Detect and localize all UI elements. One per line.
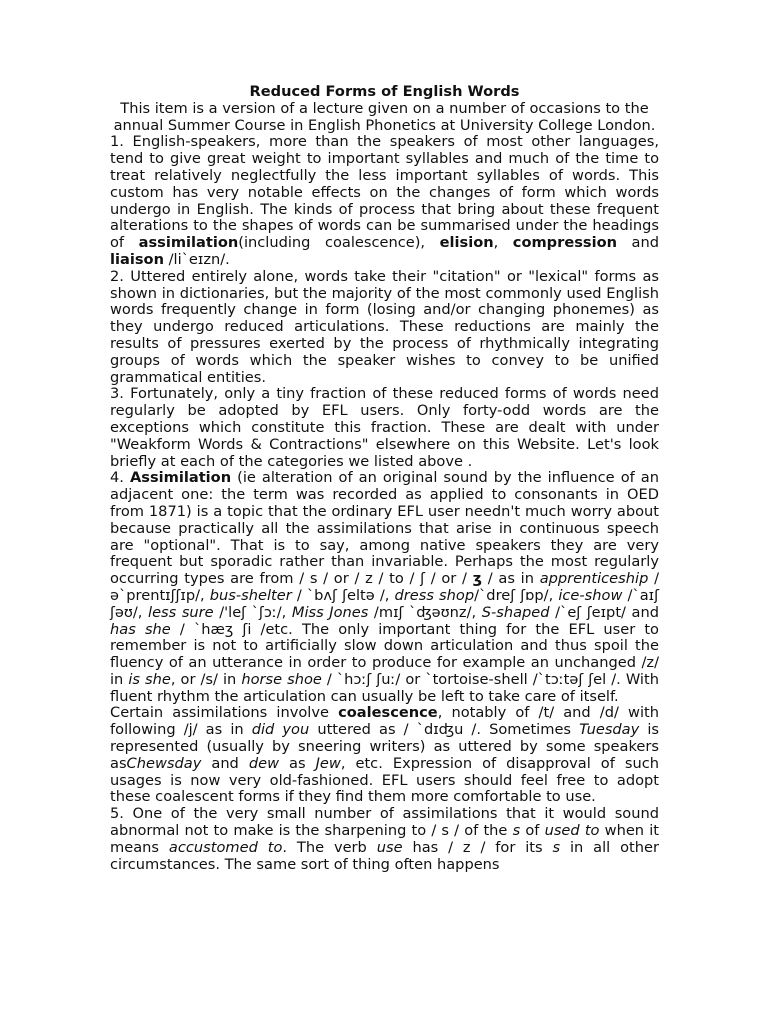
document-body xyxy=(110,84,659,873)
text-run: , notably of /t/ and /d/ with following /j/ as in xyxy=(110,704,659,739)
text-run: / `hæʒ ʃi /etc. The only important thing for the EFL user to remember is not to artificially slow down articulation and thus spoil the fluency of an utterance in order to produce for example an unchanged /z/ in xyxy=(110,620,659,688)
text-run: 1. English-speakers, more than the speakers of most other languages, tend to give great weight to important syllables and much of the time to treat relatively neglectfully the less important syllables of words. This custom has very notable effects on the changes of form which words undergo in English. The kinds of process that bring about these frequent alterations to the shapes of words can be summarised under the headings of xyxy=(110,133,659,252)
text-run: , etc. Expression of disapproval of such usages is now very old-fashioned. EFL users should feel free to adopt these coalescent forms if they find them more comfortable to use. xyxy=(110,754,660,806)
text-run: /`eʃ ʃeɪpt/ and xyxy=(549,603,659,621)
example-word: dress shop xyxy=(394,586,475,604)
example-letter: s xyxy=(512,822,521,840)
text-run: / `bʌʃ ʃeltə /, xyxy=(291,586,395,604)
term-elision: elision xyxy=(439,234,494,252)
example-word: ice-show xyxy=(558,586,623,604)
example-word: bus-shelter xyxy=(209,586,292,604)
text-run: and xyxy=(617,234,659,252)
example-word: S-shaped xyxy=(481,603,550,621)
text-run: (ie alteration of an original sound by the influence of an adjacent one: the term was recorded as applied to consonants in OED from 1871) is a topic that the ordinary EFL user needn't much worry about because practically all the assimilations that arise in continuous speech are "optional". That is to say, among native speakers they are very frequent but sporadic rather than invariable. Perhaps the most regularly occurring types are from / s / or / z / to / ʃ / or / xyxy=(110,469,659,588)
term-assimilation: Assimilation xyxy=(129,469,232,487)
example-word: Jew xyxy=(315,754,341,772)
intro-paragraph: This item is a version of a lecture given on a number of occasions to the annual Summer Course in English Phonetics at University College London. xyxy=(113,99,656,134)
text-run: , xyxy=(493,234,513,252)
paragraph-1 xyxy=(110,134,659,268)
paragraph-3: 3. Fortunately, only a tiny fraction of these reduced forms of words need regularly be adopted by EFL users. Only forty-odd words are the exceptions which constitute this fraction. These are dealt with under "Weakform Words & Contractions" elsewhere on this Website. Let's look briefly at each of the categories we listed above . xyxy=(110,385,659,470)
example-letter: s xyxy=(552,838,561,856)
text-run: as xyxy=(279,754,316,772)
text-run: of xyxy=(520,822,545,840)
example-word: horse shoe xyxy=(241,670,322,688)
text-run: , or /s/ in xyxy=(170,670,242,688)
example-word: Chewsday xyxy=(126,754,202,772)
document-title: Reduced Forms of English Words xyxy=(249,83,520,100)
example-word: Tuesday xyxy=(579,721,640,739)
example-word: used to xyxy=(544,822,600,840)
text-run: in all other circumstances. The same sort of thing often happens xyxy=(110,838,660,873)
paragraph-2: 2. Uttered entirely alone, words take their "citation" or "lexical" forms as shown in dictionaries, but the majority of the most commonly used English words frequently change in form (losing and/or changing phonemes) as they undergo reduced articulations. These reductions are mainly the results of pressures exerted by the process of rhythmically integrating groups of words which the speaker wishes to convey to be unified grammatical entities. xyxy=(110,267,659,386)
text-run: and xyxy=(201,754,249,772)
text-run: uttered as / `dɪʤu /. Sometimes xyxy=(309,721,580,739)
text-run: /ə`prentɪʃʃɪp/, xyxy=(110,570,659,604)
example-word: accustomed to xyxy=(168,838,283,856)
text-run: /'leʃ `ʃɔː/, xyxy=(213,603,292,621)
text-run: / `hɔːʃ ʃuː/ or `tortoise-shell /`tɔːtəʃ ʃel /. With fluent rhythm the articulation can usually be left to take care of itself. xyxy=(110,670,659,705)
text-run: 4. xyxy=(110,469,130,487)
text-run: / as in xyxy=(482,570,540,588)
example-word: apprenticeship xyxy=(539,570,649,588)
example-word: has she xyxy=(110,620,171,638)
text-run: /`dreʃ ʃɒp/, xyxy=(474,586,559,604)
example-word: less sure xyxy=(148,603,214,621)
text-run: 5. One of the very small number of assimilations that it would sound abnormal not to make is the sharpening to / s / of the xyxy=(110,805,659,840)
text-run: Certain assimilations involve xyxy=(110,704,339,722)
example-word: Miss Jones xyxy=(291,603,369,621)
term-coalescence: coalescence xyxy=(338,704,438,722)
term-compression: compression xyxy=(512,234,618,252)
text-run: . The verb xyxy=(282,838,377,856)
term-liaison: liaison xyxy=(110,250,164,268)
example-word: dew xyxy=(248,754,280,772)
example-word: use xyxy=(376,838,403,856)
example-word: did you xyxy=(251,721,310,739)
paragraph-5 xyxy=(110,806,659,873)
text-run: (including coalescence), xyxy=(238,234,440,252)
text-run: /mɪʃ `ʤəʊnz/, xyxy=(368,603,482,621)
text-run: has / z / for its xyxy=(402,838,553,856)
term-assimilation: assimilation xyxy=(138,234,239,252)
example-word: is she xyxy=(128,670,171,688)
text-run: /`aɪʃ ʃəʊ/, xyxy=(110,586,659,621)
text-run: when it means xyxy=(110,822,659,856)
ipa-symbol: ʒ xyxy=(472,570,483,588)
paragraph-coalescence xyxy=(110,705,659,806)
paragraph-4 xyxy=(110,470,659,705)
text-run: is represented (usually by sneering writers) as uttered by some speakers as xyxy=(110,721,660,772)
text-run: /li`eɪzn/. xyxy=(163,250,230,268)
